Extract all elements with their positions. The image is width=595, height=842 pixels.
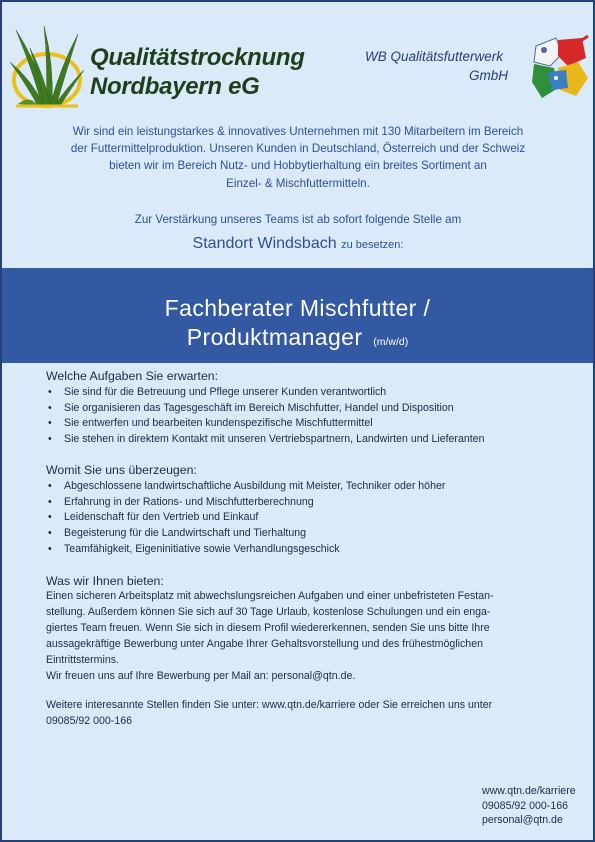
offer-line: aussagekräftige Bewerbung unter Angabe Ihrer Gehaltsvorstellung und des frühestmöglichen xyxy=(46,637,483,650)
contact-block xyxy=(482,784,576,828)
job-title-line2: Produktmanager xyxy=(186,324,363,350)
intro-line: bieten wir im Bereich Nutz- und Hobbytierhaltung ein breites Sortiment an xyxy=(109,159,487,173)
footer-line: Weitere interesannte Stellen finden Sie unter: www.qtn.de/karriere oder Sie erreichen uns unter xyxy=(46,699,493,711)
company-name-line1: Qualitätstrocknung xyxy=(90,44,305,71)
intro-text xyxy=(42,123,554,192)
job-title-line2-wrap xyxy=(2,324,593,351)
intro-line: Einzel- & Mischfuttermitteln. xyxy=(226,176,370,190)
intro-line: Wir sind ein leistungstarkes & innovatives Unternehmen mit 130 Mitarbeitern im Bereich xyxy=(72,125,524,138)
bullet-icon: • xyxy=(48,480,52,492)
offer-text xyxy=(46,589,551,684)
header xyxy=(2,2,593,112)
intro-line: der Futtermittelproduktion. Unseren Kunden in Deutschland, Österreich und der Schweiz xyxy=(70,142,526,156)
bullet-icon: • xyxy=(48,433,52,446)
offer-line: giertes Team freuen. Wenn Sie sich in diesem Profil wiedererkennen, senden Sie uns bitte Ihre xyxy=(46,621,490,634)
list-item: • Teamfähigkeit, Eigeninitiative sowie Verhandlungsgeschick xyxy=(46,542,445,558)
footer-line: 09085/92 000-166 xyxy=(46,714,133,727)
list-item: • Sie stehen in direktem Kontakt mit unseren Vertriebspartnern, Landwirten und Lieferanten xyxy=(46,432,484,448)
offer-line: Einen sicheren Arbeitsplatz mit abwechslungsreichen Aufgaben und einer unbefristeten Festan- xyxy=(46,590,494,602)
team-line: Zur Verstärkung unseres Teams ist ab sofort folgende Stelle am xyxy=(134,213,462,226)
bullet-icon: • xyxy=(48,401,52,414)
farm-animals-logo-icon xyxy=(528,32,590,102)
list-item: • Begeisterung für die Landwirtschaft und Tierhaltung xyxy=(46,526,445,542)
company-name-line2: Nordbayern eG xyxy=(90,73,260,100)
tasks-heading: Welche Aufgaben Sie erwarten: xyxy=(46,369,219,383)
offer-line: stellung. Außerdem können Sie sich auf 30 Tage Urlaub, kostenlose Schulungen und ein enga- xyxy=(46,605,491,618)
profile-list xyxy=(46,479,445,558)
tasks-list xyxy=(46,385,484,448)
job-title-line1: Fachberater Mischfutter / xyxy=(164,295,431,321)
bullet-icon: • xyxy=(48,495,52,508)
list-item: • Erfahrung in der Rations- und Mischfutterberechnung xyxy=(46,495,445,511)
partner-name-line1: WB Qualitätsfutterwerk xyxy=(364,49,504,64)
bullet-icon: • xyxy=(48,542,52,555)
gender-note: (m/w/d) xyxy=(373,336,409,348)
list-item: • Sie sind für die Betreuung und Pflege unserer Kunden verantwortlich xyxy=(46,385,484,401)
offer-line: Eintrittstermins. xyxy=(46,653,119,666)
bullet-icon: • xyxy=(48,527,52,540)
location-suffix: zu besetzen: xyxy=(341,239,404,251)
location-name: Standort Windsbach xyxy=(192,235,337,252)
footer-text xyxy=(46,698,561,730)
list-item: • Abgeschlossene landwirtschaftliche Ausbildung mit Meister, Techniker oder höher xyxy=(46,479,445,495)
grass-logo-icon xyxy=(8,24,86,110)
bullet-icon: • xyxy=(48,386,52,398)
bullet-icon: • xyxy=(48,511,52,524)
offer-heading: Was wir Ihnen bieten: xyxy=(46,574,164,588)
partner-name-line2: GmbH xyxy=(468,68,508,83)
contact-website[interactable]: www.qtn.de/karriere xyxy=(482,785,576,797)
profile-heading: Womit Sie uns überzeugen: xyxy=(46,463,197,477)
list-item: • Leidenschaft für den Vertrieb und Einkauf xyxy=(46,510,445,526)
list-item: • Sie organisieren das Tagesgeschäft im Bereich Mischfutter, Handel und Disposition xyxy=(46,401,484,417)
offer-line: Wir freuen uns auf Ihre Bewerbung per Mail an: personal@qtn.de. xyxy=(46,669,356,682)
contact-phone: 09085/92 000-166 xyxy=(482,799,569,812)
location-line xyxy=(42,235,554,253)
list-item: • Sie entwerfen und bearbeiten kundenspezifische Mischfuttermittel xyxy=(46,416,484,432)
contact-email[interactable]: personal@qtn.de xyxy=(482,814,563,826)
bullet-icon: • xyxy=(48,417,52,430)
